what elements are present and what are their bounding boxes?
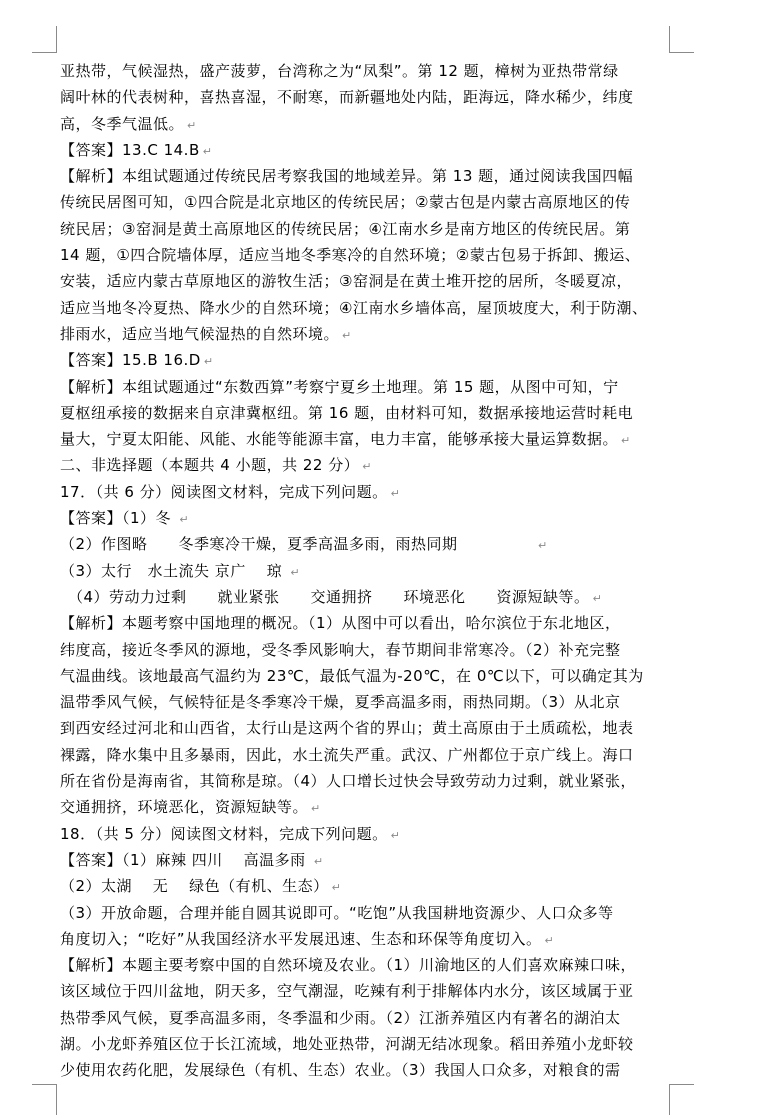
text-line: 二、非选择题（本题共 4 小题，共 22 分） ↵ bbox=[60, 456, 372, 475]
text-line: 高，冬季气温低。 ↵ bbox=[60, 114, 197, 133]
text-line: 【答案】15.B 16.D ↵ bbox=[60, 351, 214, 370]
text-line: 排雨水，适应当地气候湿热的自然环境。 ↵ bbox=[60, 324, 352, 343]
text-line: 气温曲线。该地最高气温约为 23℃，最低气温为-20℃，在 0℃以下，可以确定其为 bbox=[60, 666, 644, 685]
text-line: 量大，宁夏太阳能、风能、水能等能源丰富，电力丰富，能够承接大量运算数据。 ↵ bbox=[60, 430, 631, 449]
text-line: 14 题，①四合院墙体厚，适应当地冬季寒冷的自然环境；②蒙古包易于拆卸、搬运、 bbox=[60, 246, 641, 265]
text-line: 纬度高，接近冬季风的源地，受冬季风影响大，春节期间非常寒冷。（2）补充完整 bbox=[60, 640, 621, 659]
page-corner-top-left bbox=[32, 26, 57, 53]
text-line: 【解析】本组试题通过“东数西算”考察宁夏乡土地理。第 15 题，从图中可知，宁 bbox=[60, 377, 619, 396]
paragraph-mark: ↵ bbox=[187, 118, 197, 132]
text-line: 夏枢纽承接的数据来自京津冀枢纽。第 16 题，由材料可知，数据承接地运营时耗电 bbox=[60, 403, 634, 422]
text-line: （2）作图略 冬季寒冷干燥，夏季高温多雨，雨热同期 ↵ bbox=[60, 535, 548, 554]
text-line: 到西安经过河北和山西省，太行山是这两个省的界山；黄土高原由于土质疏松，地表 bbox=[60, 719, 634, 738]
paragraph-mark: ↵ bbox=[311, 802, 321, 816]
text-line: 【解析】本题主要考察中国的自然环境及农业。（1）川渝地区的人们喜欢麻辣口味， bbox=[60, 956, 637, 975]
paragraph-mark: ↵ bbox=[313, 854, 324, 868]
paragraph-mark: ↵ bbox=[179, 513, 190, 527]
paragraph-mark: ↵ bbox=[544, 933, 555, 947]
page-corner-bottom-right bbox=[669, 1084, 694, 1115]
text-line: 统民居；③窑洞是黄土高原地区的传统民居；④江南水乡是南方地区的传统民居。第 bbox=[60, 219, 631, 238]
text-line: 湖。小龙虾养殖区位于长江流域，地处亚热带，河湖无结冰现象。稻田养殖小龙虾较 bbox=[60, 1034, 634, 1053]
document-body bbox=[60, 58, 680, 1084]
text-line: 少使用农药化肥，发展绿色（有机、生态）农业。（3）我国人口众多，对粮食的需 bbox=[60, 1061, 621, 1080]
text-line: 亚热带，气候湿热，盛产菠萝，台湾称之为“凤梨”。第 12 题，樟树为亚热带常绿 bbox=[60, 62, 619, 80]
text-line: （3）太行 水土流失 京广 琼 ↵ bbox=[60, 561, 301, 580]
text-line: 17．（共 6 分）阅读图文材料，完成下列问题。 ↵ bbox=[60, 482, 401, 501]
text-line: 【答案】（1）冬 ↵ bbox=[60, 509, 190, 528]
text-line: 该区域位于四川盆地，阴天多，空气潮湿，吃辣有利于排解体内水分，该区域属于亚 bbox=[60, 982, 634, 1001]
text-line: 安装，适应内蒙古草原地区的游牧生活；③窑洞是在黄土堆开挖的居所，冬暖夏凉， bbox=[60, 272, 632, 291]
page-corner-top-right bbox=[669, 26, 694, 53]
text-line: 热带季风气候，夏季高温多雨，冬季温和少雨。（2）江浙养殖区内有著名的湖泊太 bbox=[60, 1008, 621, 1027]
text-line: 【答案】（1）麻辣 四川 高温多雨 ↵ bbox=[60, 850, 324, 869]
text-line: 【答案】13.C 14.B ↵ bbox=[60, 140, 213, 159]
text-line: 交通拥挤，环境恶化，资源短缺等。 ↵ bbox=[60, 798, 321, 817]
page-corner-bottom-left bbox=[32, 1084, 57, 1115]
text-line: 【解析】本组试题通过传统民居考察我国的地域差异。第 13 题，通过阅读我国四幅 bbox=[60, 167, 634, 186]
text-line: （2）太湖 无 绿色（有机、生态） ↵ bbox=[60, 877, 342, 896]
paragraph-mark: ↵ bbox=[331, 881, 342, 895]
text-line: 传统民居图可知，①四合院是北京地区的传统民居；②蒙古包是内蒙古高原地区的传 bbox=[60, 193, 631, 212]
text-line: 适应当地冬冷夏热、降水少的自然环境；④江南水乡墙体高，屋顶坡度大，利于防潮、 bbox=[60, 298, 648, 317]
paragraph-mark: ↵ bbox=[202, 144, 213, 158]
paragraph-mark: ↵ bbox=[390, 486, 401, 500]
paragraph-mark: ↵ bbox=[342, 328, 352, 342]
text-line: 温带季风气候，气候特征是冬季寒冷干燥，夏季高温多雨，雨热同期。（3）从北京 bbox=[60, 693, 621, 712]
text-line: （3）开放命题，合理并能自圆其说即可。“吃饱”从我国耕地资源少、人口众多等 bbox=[60, 903, 614, 922]
text-line: 【解析】本题考察中国地理的概况。（1）从图中可以看出，哈尔滨位于东北地区， bbox=[60, 614, 621, 633]
paragraph-mark: ↵ bbox=[203, 355, 214, 369]
text-line: 角度切入；“吃好”从我国经济水平发展迅速、生态和环保等角度切入。 ↵ bbox=[60, 929, 555, 948]
paragraph-mark: ↵ bbox=[290, 565, 301, 579]
text-line: （4）劳动力过剩 就业紧张 交通拥挤 环境恶化 资源短缺等。 ↵ bbox=[60, 587, 603, 606]
text-line: 阔叶林的代表树种，喜热喜湿，不耐寒，而新疆地处内陆，距海远，降水稀少，纬度 bbox=[60, 88, 634, 107]
paragraph-mark: ↵ bbox=[390, 828, 401, 842]
paragraph-mark: ↵ bbox=[621, 434, 631, 448]
text-line: 所在省份是海南省，其简称是琼。（4）人口增长过快会导致劳动力过剩，就业紧张， bbox=[60, 772, 637, 791]
text-line: 18．（共 5 分）阅读图文材料，完成下列问题。 ↵ bbox=[60, 824, 401, 843]
text-line: 裸露，降水集中且多暴雨，因此，水土流失严重。武汉、广州都位于京广线上。海口 bbox=[60, 745, 634, 764]
paragraph-mark: ↵ bbox=[538, 539, 548, 553]
paragraph-mark: ↵ bbox=[592, 591, 603, 605]
paragraph-mark: ↵ bbox=[362, 460, 372, 474]
